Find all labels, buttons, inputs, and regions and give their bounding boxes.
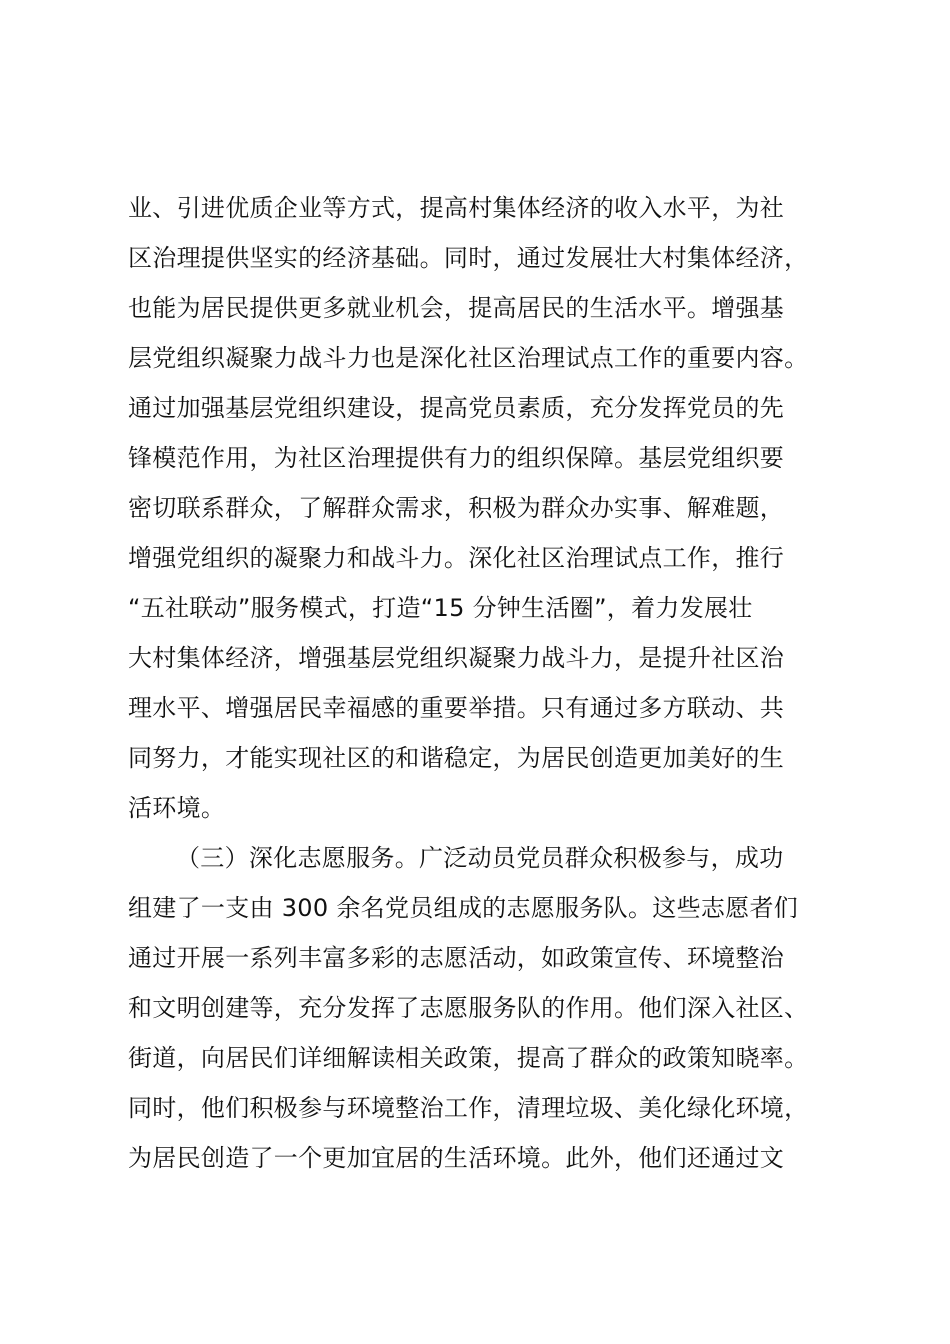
- text-line: 活环境。: [128, 794, 226, 822]
- text-line: 锋模范作用，为社区治理提供有力的组织保障。基层党组织要: [128, 444, 785, 472]
- text-line: 组建了一支由 300 余名党员组成的志愿服务队。这些志愿者们: [128, 894, 799, 922]
- text-line: 理水平、增强居民幸福感的重要举措。只有通过多方联动、共: [128, 694, 785, 722]
- text-line: 密切联系群众，了解群众需求，积极为群众办实事、解难题，: [128, 494, 785, 522]
- text-line: 也能为居民提供更多就业机会，提高居民的生活水平。增强基: [128, 294, 785, 322]
- body-text: [128, 183, 868, 1183]
- text-line: “五社联动”服务模式，打造“15 分钟生活圈”，着力发展壮: [128, 594, 753, 622]
- text-line: 为居民创造了一个更加宜居的生活环境。此外，他们还通过文: [128, 1144, 785, 1172]
- text-line: 通过开展一系列丰富多彩的志愿活动，如政策宣传、环境整治: [128, 944, 785, 972]
- text-line: 区治理提供坚实的经济基础。同时，通过发展壮大村集体经济，: [128, 244, 809, 272]
- text-line: 街道，向居民们详细解读相关政策，提高了群众的政策知晓率。: [128, 1044, 809, 1072]
- text-line: 增强党组织的凝聚力和战斗力。深化社区治理试点工作，推行: [128, 544, 785, 572]
- section-heading-line: （三）深化志愿服务。广泛动员党员群众积极参与，成功: [176, 844, 784, 872]
- text-line: 和文明创建等，充分发挥了志愿服务队的作用。他们深入社区、: [128, 994, 809, 1022]
- text-line: 大村集体经济，增强基层党组织凝聚力战斗力，是提升社区治: [128, 644, 785, 672]
- text-line: 同时，他们积极参与环境整治工作，清理垃圾、美化绿化环境，: [128, 1094, 809, 1122]
- text-line: 同努力，才能实现社区的和谐稳定，为居民创造更加美好的生: [128, 744, 785, 772]
- text-line: 层党组织凝聚力战斗力也是深化社区治理试点工作的重要内容。: [128, 344, 809, 372]
- text-line: 业、引进优质企业等方式，提高村集体经济的收入水平，为社: [128, 194, 785, 222]
- text-line: 通过加强基层党组织建设，提高党员素质，充分发挥党员的先: [128, 394, 785, 422]
